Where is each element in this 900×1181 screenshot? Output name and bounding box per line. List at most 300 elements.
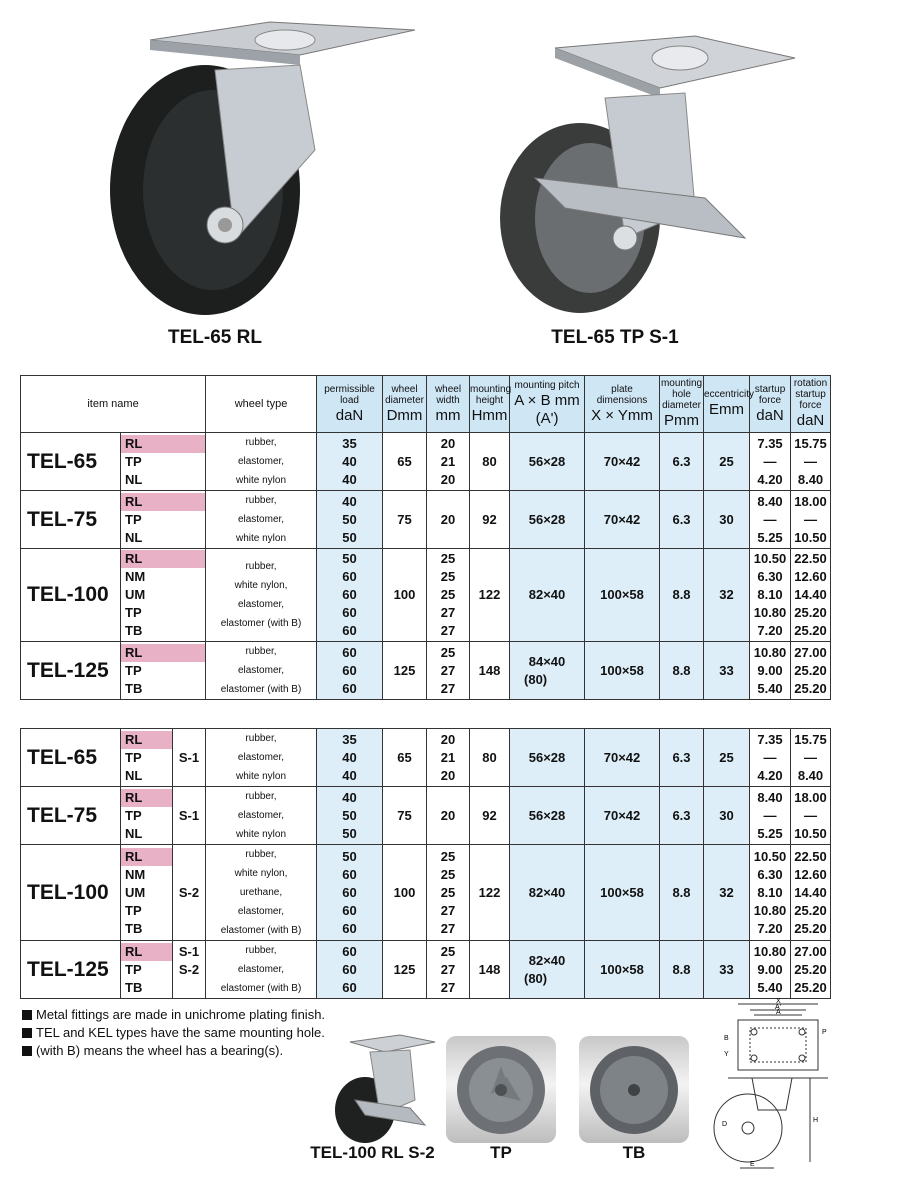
height-value: 148 (470, 941, 510, 999)
rotation-value: 14.40 (794, 587, 827, 602)
wheel-type-text: elastomer (with B) (220, 618, 302, 629)
wheel-code: TP (125, 902, 142, 918)
header-eccentricity-label: eccentricity (704, 389, 755, 400)
header-load-label: permissible load (324, 383, 375, 406)
rotation-value: 22.50 (794, 848, 827, 864)
rotation-value: 14.40 (794, 884, 827, 900)
header-height-unit: Hmm (471, 406, 508, 424)
wheel-code: RL (121, 644, 205, 662)
wheel-codes (121, 729, 173, 787)
header-pitch-label: mounting pitch (514, 380, 580, 391)
wheel-type-text: rubber, (245, 733, 277, 744)
wheel-code: TB (125, 920, 143, 936)
load-value: 40 (342, 453, 357, 469)
height-value: 122 (470, 845, 510, 941)
dimension-diagram (700, 998, 840, 1178)
wheel-code: RL (121, 731, 172, 749)
startup-values (750, 491, 791, 549)
notes-list (22, 1006, 325, 1060)
header-startup (750, 376, 791, 433)
wheel-code: TP (125, 961, 142, 977)
dim-label-h: H (813, 1117, 819, 1124)
plate-value: 70×42 (585, 729, 660, 787)
rotation-value: 12.60 (794, 866, 827, 882)
hole-value: 6.3 (660, 787, 704, 845)
rotation-value: 10.50 (794, 825, 827, 841)
startup-value: 6.30 (757, 866, 783, 882)
pitch-value (510, 941, 585, 999)
pitch-main: 56×28 (528, 749, 566, 765)
wheel-code: RL (121, 493, 205, 511)
model-row (21, 941, 831, 999)
pitch-alt: (80) (524, 970, 548, 986)
stopper-code: S-1 (178, 807, 200, 823)
width-value: 27 (440, 902, 456, 918)
load-value: 60 (342, 866, 357, 882)
wheel-code: NL (125, 825, 143, 841)
startup-value: 4.20 (757, 471, 783, 487)
wheel-type-text: elastomer, (237, 599, 285, 610)
load-value: 60 (342, 884, 357, 900)
dim-label-x: X (776, 998, 781, 1005)
load-value: 60 (342, 623, 357, 638)
wheel-photo-tb (579, 1036, 689, 1143)
load-value: 35 (342, 731, 357, 747)
startup-value: 5.40 (757, 979, 783, 995)
header-rotation-label: rotation startup force (793, 378, 828, 411)
wheel-photo-tp (446, 1036, 556, 1143)
pitch-value (510, 787, 585, 845)
eccentricity-value: 32 (704, 549, 750, 642)
startup-value: — (763, 453, 777, 469)
height-value: 122 (470, 549, 510, 642)
startup-value: 10.80 (753, 644, 787, 660)
dim-label-p: P (822, 1029, 827, 1036)
wheel-code: RL (121, 943, 172, 961)
load-values (317, 845, 383, 941)
wheel-type-text: elastomer (with B) (220, 684, 302, 695)
width-value: 20 (440, 511, 456, 527)
height-value: 80 (470, 433, 510, 491)
width-value: 20 (440, 435, 456, 451)
dim-label-d: D (722, 1121, 728, 1128)
eccentricity-value: 32 (704, 845, 750, 941)
wheel-codes (121, 941, 173, 999)
note-item: (with B) means the wheel has a bearing(s). (22, 1042, 325, 1060)
startup-value: 8.10 (757, 884, 783, 900)
wheel-codes (121, 787, 173, 845)
startup-value: 10.80 (753, 605, 787, 620)
startup-value: 5.40 (757, 680, 783, 696)
header-rotation (791, 376, 831, 433)
startup-value: 7.20 (757, 920, 783, 936)
height-value: 92 (470, 491, 510, 549)
width-value: 25 (440, 569, 456, 584)
load-value: 40 (342, 749, 357, 765)
wheel-type-text: elastomer, (237, 906, 285, 917)
startup-value: 8.40 (757, 493, 783, 509)
wheel-code: RL (121, 848, 172, 866)
header-height (470, 376, 510, 433)
wheel-code: TP (125, 605, 142, 620)
model-name: TEL-125 (21, 941, 121, 999)
note-item: Metal fittings are made in unichrome plating finish. (22, 1006, 325, 1024)
startup-value: 9.00 (757, 662, 783, 678)
header-load (317, 376, 383, 433)
load-values (317, 729, 383, 787)
wheel-codes (121, 491, 206, 549)
startup-value: 8.10 (757, 587, 783, 602)
width-values (427, 729, 470, 787)
width-value: 25 (440, 551, 456, 566)
rotation-values (791, 787, 831, 845)
pitch-main: 56×28 (528, 453, 566, 469)
rotation-value: 25.20 (794, 623, 827, 638)
width-value: 21 (440, 453, 456, 469)
startup-value: 10.50 (753, 551, 787, 566)
wheel-type-text: rubber, (245, 495, 277, 506)
startup-value: 8.40 (757, 789, 783, 805)
dim-label-a: A (776, 1009, 781, 1016)
startup-value: 7.35 (757, 731, 783, 747)
load-value: 60 (342, 680, 357, 696)
wheel-types (206, 642, 317, 700)
load-value: 60 (342, 569, 357, 584)
dim-label-a-prime: A' (775, 1004, 782, 1011)
startup-value: 7.20 (757, 623, 783, 638)
pitch-value (510, 491, 585, 549)
rotation-value: 25.20 (794, 979, 827, 995)
load-value: 60 (342, 902, 357, 918)
wheel-type-text: rubber, (245, 945, 277, 956)
model-row (21, 491, 831, 549)
width-values (427, 491, 470, 549)
header-hole-label: mounting hole diameter (660, 378, 703, 411)
caster-photo-tel65-tp-s1 (495, 28, 805, 318)
wheel-code: NL (125, 767, 143, 783)
header-plate (585, 376, 660, 433)
header-hole (660, 376, 704, 433)
dim-label-b: B (724, 1035, 729, 1042)
load-value: 50 (342, 825, 357, 841)
header-diameter (383, 376, 427, 433)
startup-value: 7.35 (757, 435, 783, 451)
wheel-type-text: elastomer, (237, 810, 285, 821)
header-plate-label: plate dimensions (596, 383, 648, 406)
dim-label-e: E (750, 1161, 755, 1168)
rotation-value: — (804, 453, 818, 469)
load-value: 40 (342, 493, 357, 509)
startup-values (750, 941, 791, 999)
startup-value: — (763, 749, 777, 765)
wheel-type-text: rubber, (245, 791, 277, 802)
width-value: 27 (440, 979, 456, 995)
rotation-value: 15.75 (794, 435, 827, 451)
startup-value: 5.25 (757, 529, 783, 545)
rotation-value: — (804, 807, 817, 823)
load-value: 50 (342, 551, 357, 566)
wheel-codes (121, 433, 206, 491)
stopper-code: S-1 (178, 943, 200, 959)
stopper-code: S-2 (178, 961, 200, 977)
width-value: 20 (440, 767, 456, 783)
diameter-value: 125 (383, 642, 427, 700)
rotation-values (791, 549, 831, 642)
header-startup-unit: daN (756, 406, 784, 424)
rotation-values (791, 845, 831, 941)
wheel-types (206, 729, 317, 787)
model-name: TEL-65 (21, 729, 121, 787)
rotation-value: 12.60 (794, 569, 827, 584)
startup-values (750, 433, 791, 491)
width-value: 25 (440, 884, 456, 900)
eccentricity-value: 33 (704, 941, 750, 999)
wheel-type-text: elastomer (with B) (220, 925, 302, 936)
header-hole-unit: Pmm (664, 412, 700, 429)
startup-values (750, 787, 791, 845)
header-item-name-label: item name (87, 397, 139, 410)
load-value: 50 (342, 848, 357, 864)
rotation-value: 22.50 (794, 551, 827, 566)
model-name: TEL-75 (21, 787, 121, 845)
header-height-label: mounting height (470, 383, 512, 406)
wheel-type-text: rubber, (245, 437, 277, 448)
rotation-value: 25.20 (794, 662, 827, 678)
wheel-type-text: urethane, (239, 887, 283, 898)
rotation-value: 25.20 (794, 902, 827, 918)
width-value: 20 (440, 471, 456, 487)
caption-tb: TB (622, 1143, 646, 1162)
rotation-values (791, 642, 831, 700)
wheel-code: TP (125, 749, 142, 765)
dim-label-y: Y (724, 1051, 729, 1058)
load-value: 60 (342, 662, 357, 678)
wheel-code: RL (121, 435, 205, 453)
tp-wheel-icon (446, 1036, 556, 1143)
rotation-value: 18.00 (794, 493, 827, 509)
wheel-code: RL (121, 789, 172, 807)
rotation-value: 27.00 (794, 943, 827, 959)
load-values (317, 941, 383, 999)
spec-table-standard (20, 375, 831, 700)
pitch-main: 56×28 (528, 511, 566, 527)
header-pitch (510, 376, 585, 433)
width-value: 27 (440, 920, 456, 936)
rotation-values (791, 491, 831, 549)
caption-tp: TP (490, 1143, 512, 1162)
header-wheel-type-label: wheel type (234, 397, 288, 410)
model-row (21, 433, 831, 491)
spec-table-with-stopper (20, 728, 831, 999)
diameter-value: 75 (383, 787, 427, 845)
model-name: TEL-125 (21, 642, 121, 700)
header-eccentricity (704, 376, 755, 433)
rotation-values (791, 941, 831, 999)
wheel-type-text: elastomer, (237, 752, 285, 763)
wheel-code: NL (125, 529, 143, 545)
load-values (317, 491, 383, 549)
caster-photo-tel65-rl (95, 10, 425, 320)
startup-value: 5.25 (757, 825, 783, 841)
wheel-type-text: elastomer, (237, 964, 285, 975)
rotation-value: 8.40 (797, 767, 824, 783)
plate-value: 70×42 (585, 491, 660, 549)
rotation-value: 15.75 (794, 731, 827, 747)
stopper-type (173, 941, 206, 999)
eccentricity-value: 30 (704, 491, 750, 549)
header-load-unit: daN (335, 406, 364, 424)
wheel-type-text: rubber, (245, 646, 277, 657)
wheel-types (206, 433, 317, 491)
width-value: 27 (440, 961, 456, 977)
load-value: 60 (342, 961, 357, 977)
stopper-code: S-2 (178, 884, 200, 900)
header-item-name (21, 376, 206, 433)
pitch-main: 82×40 (528, 587, 566, 602)
stopper-type (173, 787, 206, 845)
plate-value: 100×58 (585, 941, 660, 999)
wheel-code: TP (125, 807, 142, 823)
pitch-main: 82×40 (528, 884, 566, 900)
diameter-value: 65 (383, 729, 427, 787)
startup-value: 6.30 (757, 569, 783, 584)
wheel-code: RL (121, 550, 205, 568)
hole-value: 8.8 (660, 642, 704, 700)
startup-value: 10.50 (753, 848, 787, 864)
stopper-code: S-1 (178, 749, 200, 765)
startup-values (750, 729, 791, 787)
load-value: 60 (342, 920, 357, 936)
pitch-value (510, 642, 585, 700)
width-value: 25 (440, 866, 456, 882)
rotation-value: 8.40 (797, 471, 824, 487)
wheel-types (206, 549, 317, 642)
wheel-type-text: white nylon (235, 829, 287, 840)
wheel-codes (121, 642, 206, 700)
load-value: 35 (342, 435, 357, 451)
rotation-value: 25.20 (794, 680, 827, 696)
rotation-value: 10.50 (794, 529, 827, 545)
wheel-type-text: white nylon (236, 533, 287, 544)
startup-value: 4.20 (757, 767, 783, 783)
wheel-codes (121, 845, 173, 941)
rotation-value: — (804, 511, 818, 527)
load-values (317, 549, 383, 642)
load-values (317, 787, 383, 845)
load-value: 40 (342, 767, 357, 783)
plate-value: 100×58 (585, 549, 660, 642)
plate-value: 70×42 (585, 433, 660, 491)
width-value: 25 (440, 848, 456, 864)
load-value: 50 (342, 529, 357, 545)
model-row (21, 642, 831, 700)
wheel-code: TP (125, 662, 142, 678)
load-values (317, 642, 383, 700)
wheel-type-text: white nylon (236, 475, 287, 486)
load-value: 50 (342, 807, 357, 823)
width-value: 27 (440, 605, 456, 620)
startup-values (750, 642, 791, 700)
width-values (427, 787, 470, 845)
wheel-type-text: white nylon (235, 771, 287, 782)
header-startup-label: startup force (754, 383, 786, 406)
wheel-code: NL (125, 471, 143, 487)
width-value: 25 (440, 943, 456, 959)
plate-value: 70×42 (585, 787, 660, 845)
wheel-types (206, 941, 317, 999)
width-value: 20 (440, 807, 456, 823)
model-name: TEL-75 (21, 491, 121, 549)
wheel-type-text: rubber, (245, 849, 277, 860)
height-value: 92 (470, 787, 510, 845)
model-name: TEL-100 (21, 845, 121, 941)
header-plate-unit: X × Ymm (591, 406, 653, 424)
width-values (427, 642, 470, 700)
header-width-unit: mm (435, 406, 461, 424)
height-value: 148 (470, 642, 510, 700)
pitch-main: 56×28 (528, 807, 566, 823)
tb-wheel-icon (579, 1036, 689, 1143)
diameter-value: 65 (383, 433, 427, 491)
header-diameter-unit: Dmm (386, 406, 423, 424)
eccentricity-value: 25 (704, 433, 750, 491)
startup-value: 10.80 (753, 902, 787, 918)
width-value: 20 (440, 731, 456, 747)
rotation-value: 18.00 (794, 789, 827, 805)
wheel-code: UM (125, 587, 146, 602)
width-value: 27 (440, 680, 456, 696)
wheel-codes (121, 549, 206, 642)
stopper-type (173, 729, 206, 787)
load-value: 60 (342, 979, 357, 995)
model-row (21, 729, 831, 787)
rotation-values (791, 433, 831, 491)
header-width (427, 376, 470, 433)
model-row (21, 549, 831, 642)
wheel-type-text: white nylon, (234, 868, 288, 879)
width-value: 27 (440, 662, 456, 678)
stopper-type (173, 845, 206, 941)
header-wheel-type (206, 376, 317, 433)
header-pitch-unit: A × B mm (A') (514, 392, 580, 427)
rotation-value: 25.20 (794, 605, 827, 620)
hole-value: 8.8 (660, 549, 704, 642)
load-value: 60 (342, 943, 357, 959)
pitch-value (510, 729, 585, 787)
plate-value: 100×58 (585, 845, 660, 941)
wheel-code: TP (125, 453, 142, 469)
startup-values (750, 549, 791, 642)
eccentricity-value: 30 (704, 787, 750, 845)
width-values (427, 549, 470, 642)
hole-value: 8.8 (660, 845, 704, 941)
wheel-code: TB (125, 979, 143, 995)
wheel-types (206, 491, 317, 549)
load-value: 40 (342, 789, 357, 805)
diameter-value: 100 (383, 549, 427, 642)
pitch-alt: (80) (524, 671, 548, 687)
width-value: 27 (440, 623, 456, 638)
header-diameter-label: wheel diameter (385, 383, 424, 406)
eccentricity-value: 33 (704, 642, 750, 700)
wheel-type-text: elastomer, (237, 456, 285, 467)
width-value: 21 (440, 749, 456, 765)
startup-value: 10.80 (753, 943, 787, 959)
startup-value: — (763, 511, 777, 527)
header-eccentricity-unit: Emm (709, 401, 745, 418)
caster-photo-tel100-rl-s2 (330, 1030, 440, 1145)
wheel-type-text: elastomer (with B) (220, 983, 302, 994)
